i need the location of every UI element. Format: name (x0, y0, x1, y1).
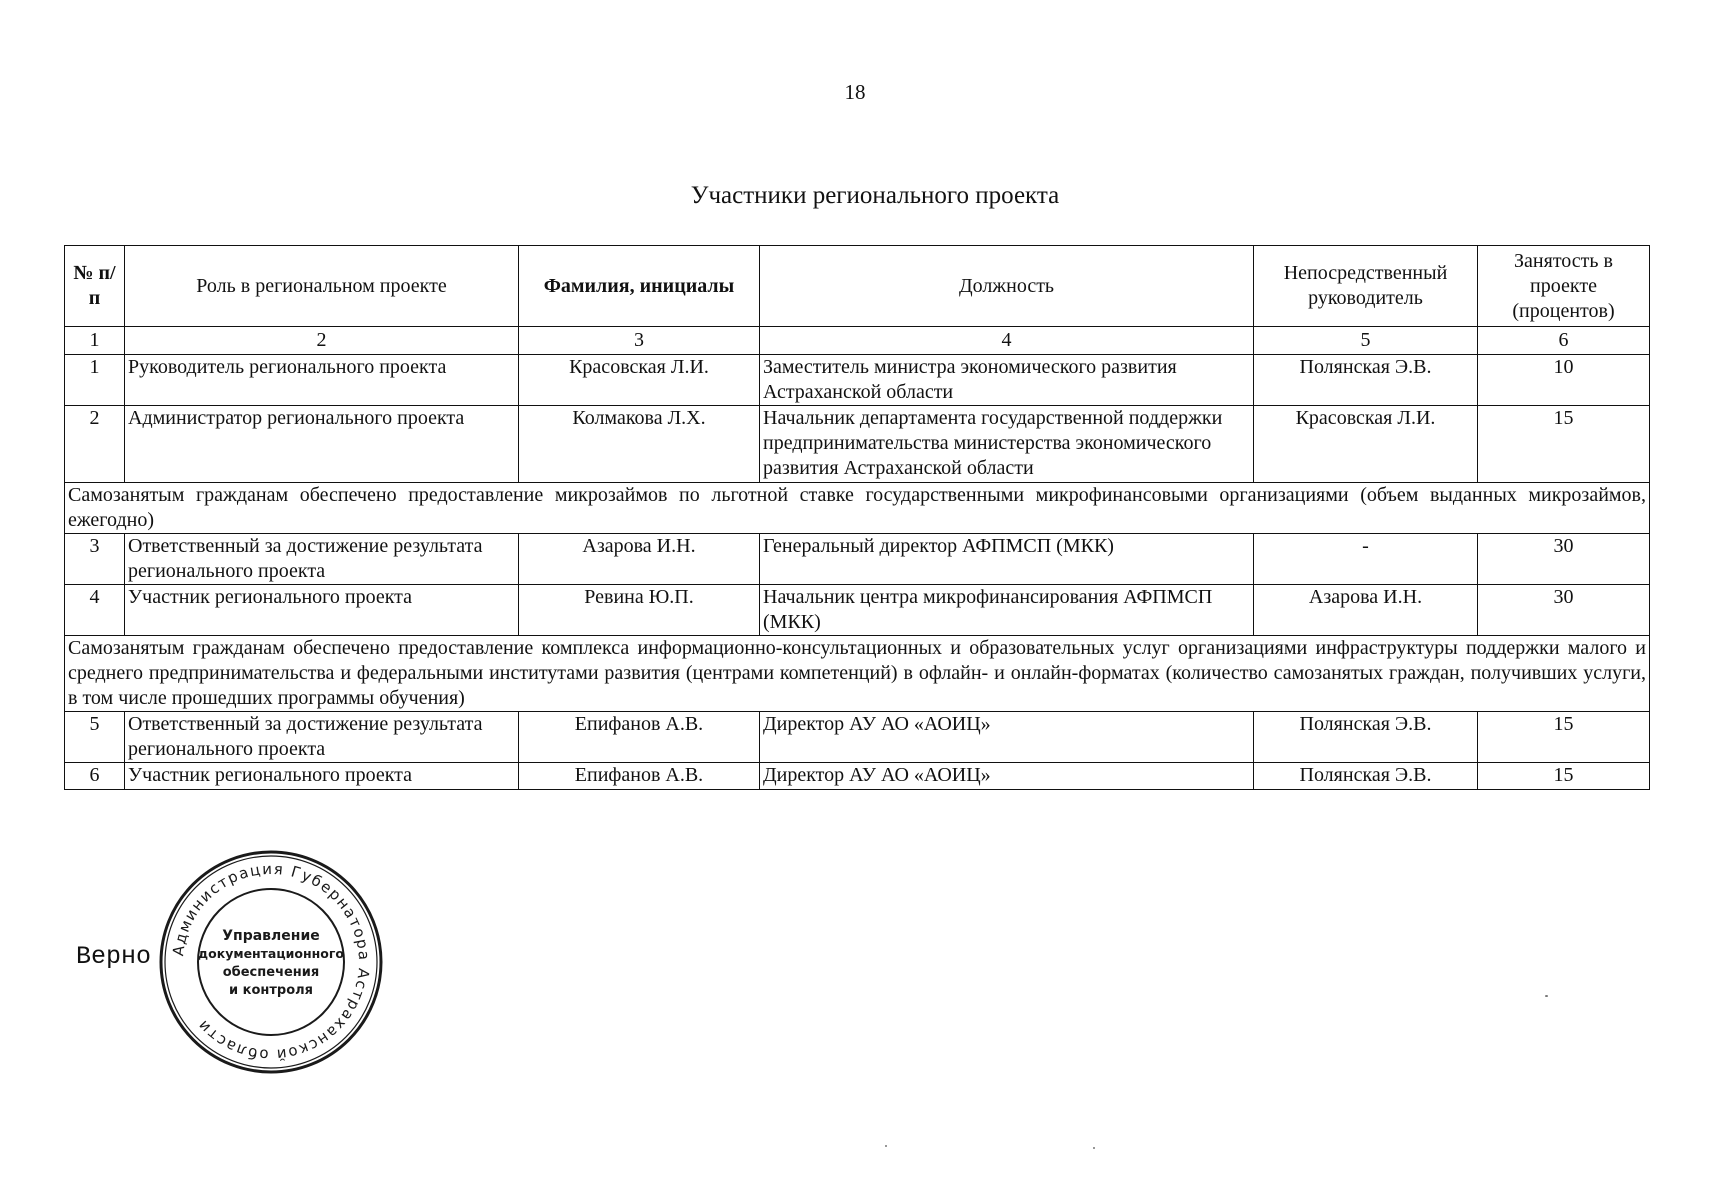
header-supervisor: Непосредственный руководитель (1254, 246, 1478, 327)
table-row (65, 406, 1650, 483)
cell-num: 6 (65, 763, 125, 790)
section-row (65, 636, 1650, 712)
stamp-center-line-4: и контроля (228, 983, 314, 998)
header-row (65, 246, 1650, 327)
column-number: 1 (65, 327, 125, 355)
cell-role: Администратор регионального проекта (125, 406, 519, 483)
scan-speck (1093, 1147, 1095, 1149)
cell-employment: 30 (1478, 534, 1650, 585)
stamp-center-line-2: документационного (198, 946, 344, 961)
cell-num: 2 (65, 406, 125, 483)
cell-num: 5 (65, 712, 125, 763)
column-number-row (65, 327, 1650, 355)
cell-supervisor: Полянская Э.В. (1254, 355, 1478, 406)
cell-name: Епифанов А.В. (519, 712, 760, 763)
header-employment: Занятость в проекте (процентов) (1478, 246, 1650, 327)
cell-position: Директор АУ АО «АОИЦ» (760, 712, 1254, 763)
scan-speck (885, 1145, 887, 1147)
cell-supervisor: Полянская Э.В. (1254, 763, 1478, 790)
cell-num: 4 (65, 585, 125, 636)
header-position: Должность (760, 246, 1254, 327)
stamp-center-line-1: Управление (222, 928, 320, 944)
cell-position: Начальник департамента государственной поддержки предпринимательства министерства экономического развития Астраханской области (760, 406, 1254, 483)
stamp-outer-ring (161, 852, 381, 1072)
stamp-outer-ring-inner (165, 856, 377, 1068)
cell-position: Генеральный директор АФПМСП (МКК) (760, 534, 1254, 585)
cell-name: Азарова И.Н. (519, 534, 760, 585)
table-row (65, 355, 1650, 406)
section-heading-2: Самозанятым гражданам обеспечено предоставление комплекса информационно-консультационных и образовательных услуг организациями инфраструктуры поддержки малого и среднего предпринимательства и федеральными институтами развития (центрами компетенций) в офлайн- и онлайн-форматах (количество самозанятых граждан, получивших услуги, в том числе прошедших программы обучения) (65, 636, 1650, 712)
header-name: Фамилия, инициалы (519, 246, 760, 327)
cell-position: Заместитель министра экономического развития Астраханской области (760, 355, 1254, 406)
cell-role: Ответственный за достижение результата регионального проекта (125, 534, 519, 585)
scan-speck (1545, 995, 1548, 997)
table-row (65, 534, 1650, 585)
cell-role: Ответственный за достижение результата регионального проекта (125, 712, 519, 763)
cell-supervisor: - (1254, 534, 1478, 585)
stamp-ring-text: Администрация Губернатора Астраханской области (169, 859, 374, 1065)
stamp-inner-ring (198, 889, 344, 1035)
cell-supervisor: Полянская Э.В. (1254, 712, 1478, 763)
official-stamp (156, 847, 386, 1077)
cell-num: 3 (65, 534, 125, 585)
cell-employment: 15 (1478, 763, 1650, 790)
cell-employment: 15 (1478, 406, 1650, 483)
table-row (65, 712, 1650, 763)
column-number: 6 (1478, 327, 1650, 355)
section-row (65, 483, 1650, 534)
cell-role: Участник регионального проекта (125, 763, 519, 790)
table-row (65, 585, 1650, 636)
header-role: Роль в региональном проекте (125, 246, 519, 327)
cell-position: Директор АУ АО «АОИЦ» (760, 763, 1254, 790)
column-number: 2 (125, 327, 519, 355)
cell-supervisor: Красовская Л.И. (1254, 406, 1478, 483)
header-num: № п/п (65, 246, 125, 327)
table-row (65, 763, 1650, 790)
cell-name: Епифанов А.В. (519, 763, 760, 790)
column-number: 3 (519, 327, 760, 355)
document-title: Участники регионального проекта (690, 182, 1060, 209)
cell-name: Ревина Ю.П. (519, 585, 760, 636)
cell-employment: 15 (1478, 712, 1650, 763)
cell-supervisor: Азарова И.Н. (1254, 585, 1478, 636)
column-number: 4 (760, 327, 1254, 355)
cell-employment: 30 (1478, 585, 1650, 636)
page-number: 18 (844, 80, 866, 104)
cell-name: Красовская Л.И. (519, 355, 760, 406)
cell-name: Колмакова Л.Х. (519, 406, 760, 483)
stamp-center-line-3: обеспечения (222, 965, 320, 980)
cell-role: Руководитель регионального проекта (125, 355, 519, 406)
participants-table (64, 245, 1650, 790)
column-number: 5 (1254, 327, 1478, 355)
cell-role: Участник регионального проекта (125, 585, 519, 636)
cell-position: Начальник центра микрофинансирования АФПМСП (МКК) (760, 585, 1254, 636)
cell-num: 1 (65, 355, 125, 406)
certification-text: Верно (76, 942, 152, 971)
cell-employment: 10 (1478, 355, 1650, 406)
section-heading-1: Самозанятым гражданам обеспечено предоставление микрозаймов по льготной ставке государственными микрофинансовыми организациями (объем выданных микрозаймов, ежегодно) (65, 483, 1650, 534)
